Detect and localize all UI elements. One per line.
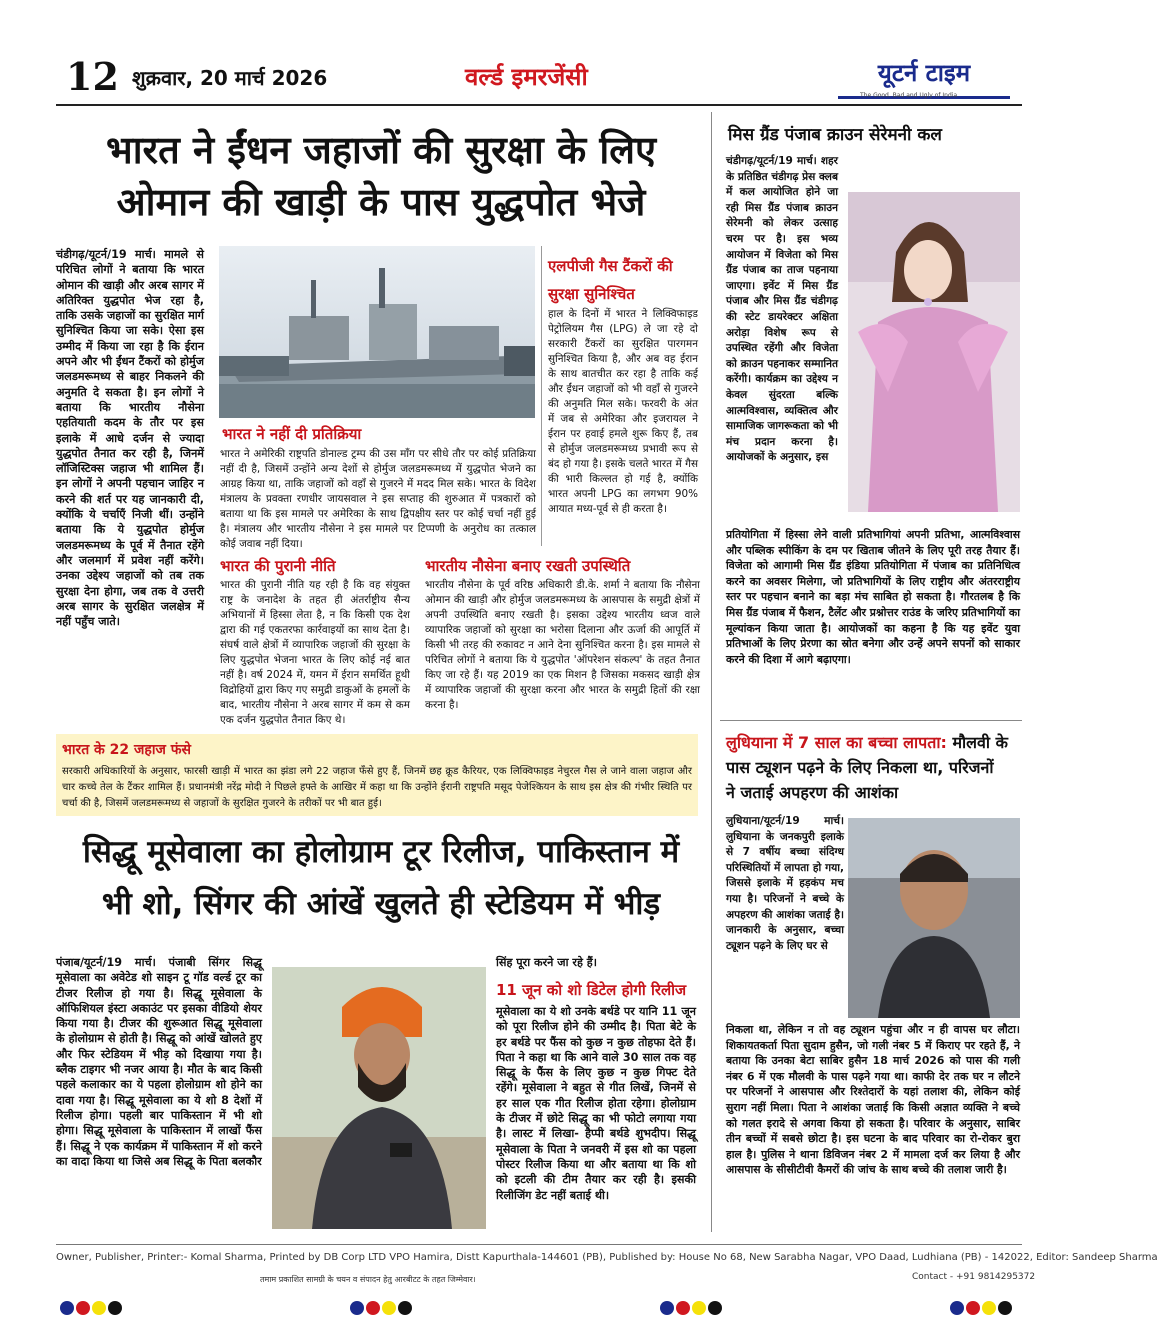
sub3-title: भारत की पुरानी नीति [220,557,336,575]
sub1-title: भारत ने नहीं दी प्रतिक्रिया [222,425,362,443]
ludhiana-headline: लुधियाना में 7 साल का बच्चा लापता: मौलवी के पास ट्यूशन पढ़ने के लिए निकला था, परिजनों ने जताई अपहरण की आशंका [726,733,1008,802]
footer-imprint: Owner, Publisher, Printer:- Komal Sharma, Printed by DB Corp LTD VPO Hamira, Distt Kapurthala-144601 (PB), Published by: House No 68, New Sarabha Nagar, VPO Daad, Ludhiana (PB) - 142022, Editor: Sandeep Sharma [56,1252,1158,1263]
footer-disclaimer: तमाम प्रकाशित सामग्री के चयन व संपादन हेतु आरबीटट के तहत जिम्मेवार। [260,1275,476,1284]
box-body: सरकारी अधिकारियों के अनुसार, फारसी खाड़ी में भारत का झंडा लगे 22 जहाज फँसे हुए हैं, जिनमें छह क्रूड कैरियर, एक लिक्विफाइड नेचुरल गैस ले जाने वाला जहाज और चार कच्चे तेल के टैंकर शामिल हैं। प्रधानमंत्री नरेंद्र मोदी ने पिछले हफ्ते के आखिर में कहा था कि उन्होंने ईरानी राष्ट्रपति मसूद पेजेश्कियन के साथ इस क्षेत्र की गंभीर स्थिति पर चर्चा की है, जिसमें जलडमरूमध्य से जहाजों के सुरक्षित गुजरने के तरीकों पर भी बात हुई। [62,766,692,809]
miss-body-top: चंडीगढ़/यूटर्न/19 मार्च। शहर के प्रतिष्ठित चंडीगढ़ प्रेस क्लब में कल आयोजित होने जा रही मिस ग्रैंड पंजाब क्राउन सेरेमनी को लेकर उत्साह चरम पर है। इस भव्य आयोजन में विजेता को मिस ग्रैंड पंजाब का ताज पहनाया जाएगा। इवेंट में मिस ग्रैंड पंजाब और मिस ग्रैंड चंडीगढ़ की स्टेट डायरेक्टर अक्षिता अरोड़ा विशेष रूप से उपस्थित रहेंगी और विजेता को क्राउन पहनाकर सम्मानित करेंगी। कार्यक्रम का उद्देश्य न केवल सुंदरता बल्कि आत्मविश्वास, व्यक्तित्व और सामाजिक जागरूकता को भी मंच प्रदान करना है। आयोजकों के अनुसार, इस [726,155,838,464]
lead-headline: भारत ने ईंधन जहाजों की सुरक्षा के लिए ओमान की खाड़ी के पास युद्धपोत भेजे [106,128,656,224]
footer-rule [56,1244,1022,1245]
stranded-ships-box [56,734,698,816]
lead-body-col1: चंडीगढ़/यूटर्न/19 मार्च। मामले से परिचित लोगों ने बताया कि भारत ओमान की खाड़ी और अरब सागर में अतिरिक्त युद्धपोत भेज रहा है, ताकि उसके जहाजों का सुरक्षित मार्ग सुनिश्चित किया जा सके। ऐसा इस उम्मीद में किया जा रहा है कि ईरान अपने और भी ईंधन टैंकरों को होर्मुज जलडमरूमध्य से बाहर निकलने की अनुमति दे सकता है। इन लोगों ने बताया कि भारतीय नौसेना एहतियाती कदम के तौर पर इस इलाके में आधे दर्जन से ज्यादा युद्धपोत तैनात कर रही है, जिनमें लॉजिस्टिक्स जहाज भी शामिल हैं। इन लोगों ने अपनी पहचान जाहिर न करने की शर्त पर यह जानकारी दी, क्योंकि ये चर्चाएँ निजी थीं। उन्होंने बताया कि ये युद्धपोत होर्मुज जलडमरूमध्य के पूर्व में तैनात रहेंगे और जलमार्ग में प्रवेश नहीं करेंगे। उनका उद्देश्य जहाजों को तब तक सुरक्षा देना होगा, जब तक वे उत्तरी अरब सागर के सुरक्षित जलक्षेत्र में नहीं पहुँच जाते। [56,248,204,629]
sidhu-subtitle: 11 जून को शो डिटेल होगी रिलीज [496,981,687,999]
sub2-title: एलपीजी गैस टैंकरों की सुरक्षा सुनिश्चित [548,257,673,303]
sub1-body: भारत ने अमेरिकी राष्ट्रपति डोनाल्ड ट्रम्प की उस माँग पर सीधे तौर पर कोई प्रतिक्रिया नहीं दी है, जिसमें उन्होंने अन्य देशों से होर्मुज जलडमरूमध्य में युद्धपोत भेजने का आग्रह किया था, ताकि जहाजों को वहाँ से गुजरने में मदद मिल सके। भारत के विदेश मंत्रालय के प्रवक्ता रणधीर जायसवाल ने इस सप्ताह की शुरुआत में पत्रकारों को बताया था कि इस मामले पर अमेरिका के साथ द्विपक्षीय स्तर पर कोई चर्चा नहीं हुई है। मंत्रालय और भारतीय नौसेना ने इस मामले पर टिप्पणी के अनुरोध का तत्काल कोई जवाब नहीं दिया। [220,448,536,550]
sidhu-body-col2: मूसेवाला का ये शो उनके बर्थडे पर यानि 11 जून को पूरा रिलीज होने की उम्मीद है। पिता बेटे के हर बर्थडे पर फैंस को कुछ न कुछ तोहफा देते हैं। पिता ने कहा था कि आने वाले 30 साल तक वह सिद्धू के फैंस के लिए कुछ न कुछ गिफ्ट देते रहेंगे। मूसेवाला ने बहुत से गीत लिखें, जिनमें से हर साल एक गीत रिलीज होता रहेगा। होलोग्राम के टीजर में छोटे सिद्धू का भी फोटो लगाया गया है। लास्ट में लिखा- हैप्पी बर्थडे शुभदीप। सिद्धू मूसेवाला के पिता ने जनवरी में इस शो का पहला पोस्टर रिलीज किया था और बताया था कि शो को इटली की टीम तैयार कर रही है। इसकी रिलीजिंग डेट नहीं बताई थी। [496,1005,696,1202]
right-rule [720,720,1022,721]
sub4-title: भारतीय नौसेना बनाए रखती उपस्थिति [425,557,631,575]
page-date: शुक्रवार, 20 मार्च 2026 [132,66,328,90]
sidhu-headline: सिद्धू मूसेवाला का होलोग्राम टूर रिलीज, पाकिस्तान में भी शो, सिंगर की आंखें खुलते ही स्टेडियम में भीड़ [82,834,680,922]
miss-title: मिस ग्रैंड पंजाब क्राउन सेरेमनी कल [728,125,942,145]
miss-photo [848,192,1020,512]
sub3-body: भारत की पुरानी नीति यह रही है कि वह संयुक्त राष्ट्र के जनादेश के तहत ही अंतर्राष्ट्रीय सैन्य अभियानों में हिस्सा लेता है, न कि किसी एक देश द्वारा की गई एकतरफा कार्रवाइयों का साथ देता है। संघर्ष वाले क्षेत्रों में व्यापारिक जहाजों की सुरक्षा के लिए युद्धपोत भेजना भारत के लिए कोई नई बात नहीं है। वर्ष 2024 में, यमन में ईरान समर्थित हूथी विद्रोहियों द्वारा किए गए समुद्री डाकुओं के हमलों के बाद, भारतीय नौसेना ने अरब सागर में कम से कम एक दर्जन युद्धपोत तैनात किए थे। [220,579,410,726]
ludhiana-body-bottom: निकला था, लेकिन न तो वह ट्यूशन पहुंचा और न ही वापस घर लौटा। शिकायतकर्ता पिता सुदाम हुसैन, जो गली नंबर 5 में किराए पर रहते हैं, ने बताया कि उनका बेटा साबिर हुसैन 18 मार्च 2026 को पास की गली नंबर 6 में एक मौलवी के पास पढ़ने गया था। काफी देर तक घर न लौटने पर परिजनों ने आसपास और रिश्तेदारों के यहां तलाश की, लेकिन कोई सुराग नहीं मिला। पिता ने आशंका जताई कि किसी अज्ञात व्यक्ति ने बच्चे को गलत इरादे से अगवा किया हो सकता है। परिवार के अनुसार, साबिर तीन बच्चों में सबसे छोटा है। इस घटना के बाद परिवार का रो-रोकर बुरा हाल है। पुलिस ने थाना डिविजन नंबर 2 में मामला दर्ज कर लिया है और आसपास के सीसीटीवी कैमरों की जांच के साथ बच्चे की तलाश जारी है। [726,1023,1020,1177]
warships-photo [219,246,535,418]
miss-body-bottom: प्रतियोगिता में हिस्सा लेने वाली प्रतिभागियां अपनी प्रतिभा, आत्मविश्वास और पब्लिक स्पीकिंग के दम पर खिताब जीतने के लिए पूरी तरह तैयार हैं। विजेता को आगामी मिस ग्रैंड इंडिया प्रतियोगिता में पंजाब का प्रतिनिधित्व करने का अवसर मिलेगा, जो प्रतिभागियों के लिए राष्ट्रीय और अंतरराष्ट्रीय स्तर पर पहचान बनाने का बड़ा मंच साबित हो सकता है। गौरतलब है कि मिस ग्रैंड पंजाब में फैशन, टैलेंट और प्रश्नोत्तर राउंड के जरिए प्रतिभागियों का मूल्यांकन किया जाता है। आयोजकों का कहना है कि यह इवेंट युवा प्रतिभाओं के लिए प्रेरणा का स्रोत बनेगा और उन्हें अपने सपनों को साकार करने की दिशा में आगे बढ़ाएगा। [726,528,1020,666]
section-title: वर्ल्ड इमरजेंसी [465,63,588,91]
right-column-divider [711,112,712,1232]
column-rule [541,246,542,546]
sidhu-col2-top: सिंह पूरा करने जा रहे हैं। [496,956,597,969]
header-rule [56,104,1022,106]
missing-boy-photo [848,818,1020,1018]
sidhu-body-col1: पंजाब/यूटर्न/19 मार्च। पंजाबी सिंगर सिद्धू मूसेवाला का अवेटेड शो साइन टू गॉड वर्ल्ड टूर का टीजर रिलीज हो गया है। सिद्धू मूसेवाला के ऑफिशियल इंस्टा अकाउंट पर इसका वीडियो शेयर किया गया है। टीजर की शुरूआत सिद्धू मूसेवाला के होलोग्राम से होती है। सिद्धू को आंखें खोलते हुए और फिर स्टेडियम में भीड़ को दिखाया गया है। ब्लैक टाइगर भी नजर आया है। मौत के बाद किसी पहले कलाकार का ये पहला होलोग्राम शो होने का दावा गया है। सिद्धू मूसेवाला का ये शो 8 देशों में रिलीज होगा। पहली बार पाकिस्तान में भी शो होगा। सिद्धू मूसेवाला के पाकिस्तान में लाखों फैंस हैं। सिद्धू ने एक कार्यक्रम में पाकिस्तान में शो करने का वादा किया था जिसे अब सिद्धू के पिता बलकौर [56,956,262,1168]
sidhu-photo [272,967,486,1229]
sub4-body: भारतीय नौसेना के पूर्व वरिष्ठ अधिकारी डी.के. शर्मा ने बताया कि नौसेना ओमान की खाड़ी और होर्मुज जलडमरूमध्य के आसपास के समुद्री क्षेत्रों में अपनी उपस्थिति बनाए रखती है। इसका उद्देश्य भारतीय ध्वज वाले व्यापारिक जहाजों को सुरक्षा का भरोसा दिलाना और ऊर्जा की आपूर्ति में किसी भी तरह की रुकावट न आने देना सुनिश्चित करना है। इस मामले से परिचित लोगों ने बताया कि ये युद्धपोत 'ऑपरेशन संकल्प' के तहत तैनात किए जा रहे हैं। यह 2019 का एक मिशन है जिसका मकसद खाड़ी क्षेत्र में व्यापारिक जहाजों की सुरक्षा करना और भारत के समुद्री हितों की रक्षा करना है। [425,579,700,711]
sub2-body: हाल के दिनों में भारत ने लिक्विफाइड पेट्रोलियम गैस (LPG) ले जा रहे दो सरकारी टैंकरों का सुरक्षित पारगमन सुनिश्चित किया है, और अब वह ईरान के साथ बातचीत कर रहा है ताकि कई और ईंधन जहाजों को भी वहाँ से गुजरने की अनुमति मिल सके। फरवरी के अंत में जब से अमेरिका और इजरायल ने ईरान पर हवाई हमले शुरू किए हैं, तब से होर्मुज जलडमरूमध्य प्रभावी रूप से बंद हो गया है। इसके चलते भारत में गैस की भारी किल्लत हो गई है, क्योंकि भारत अपनी LPG का लगभग 90% आयात मध्य-पूर्व से ही करता है। [548,308,698,515]
footer-contact: Contact - +91 9814295372 [912,1272,1036,1282]
ludhiana-body-top: लुधियाना/यूटर्न/19 मार्च। लुधियाना के जनकपुरी इलाके से 7 वर्षीय बच्चा संदिग्ध परिस्थितियों में लापता हो गया, जिससे इलाके में हड़कंप मच गया है। परिजनों ने बच्चे के अपहरण की आशंका जताई है। जानकारी के अनुसार, बच्चा ट्यूशन पढ़ने के लिए घर से [726,815,844,952]
brand-tagline: The Good, Bad and Ugly of India [860,92,958,99]
registration-marks-center-right [660,1300,724,1319]
page-number: 12 [66,54,119,99]
brand-logo: यूटर्न टाइम [838,56,1010,99]
box-title: भारत के 22 जहाज फंसे [62,742,191,758]
registration-marks-center-left [350,1300,414,1319]
registration-marks-right [950,1300,1014,1319]
registration-marks-left [60,1300,124,1319]
